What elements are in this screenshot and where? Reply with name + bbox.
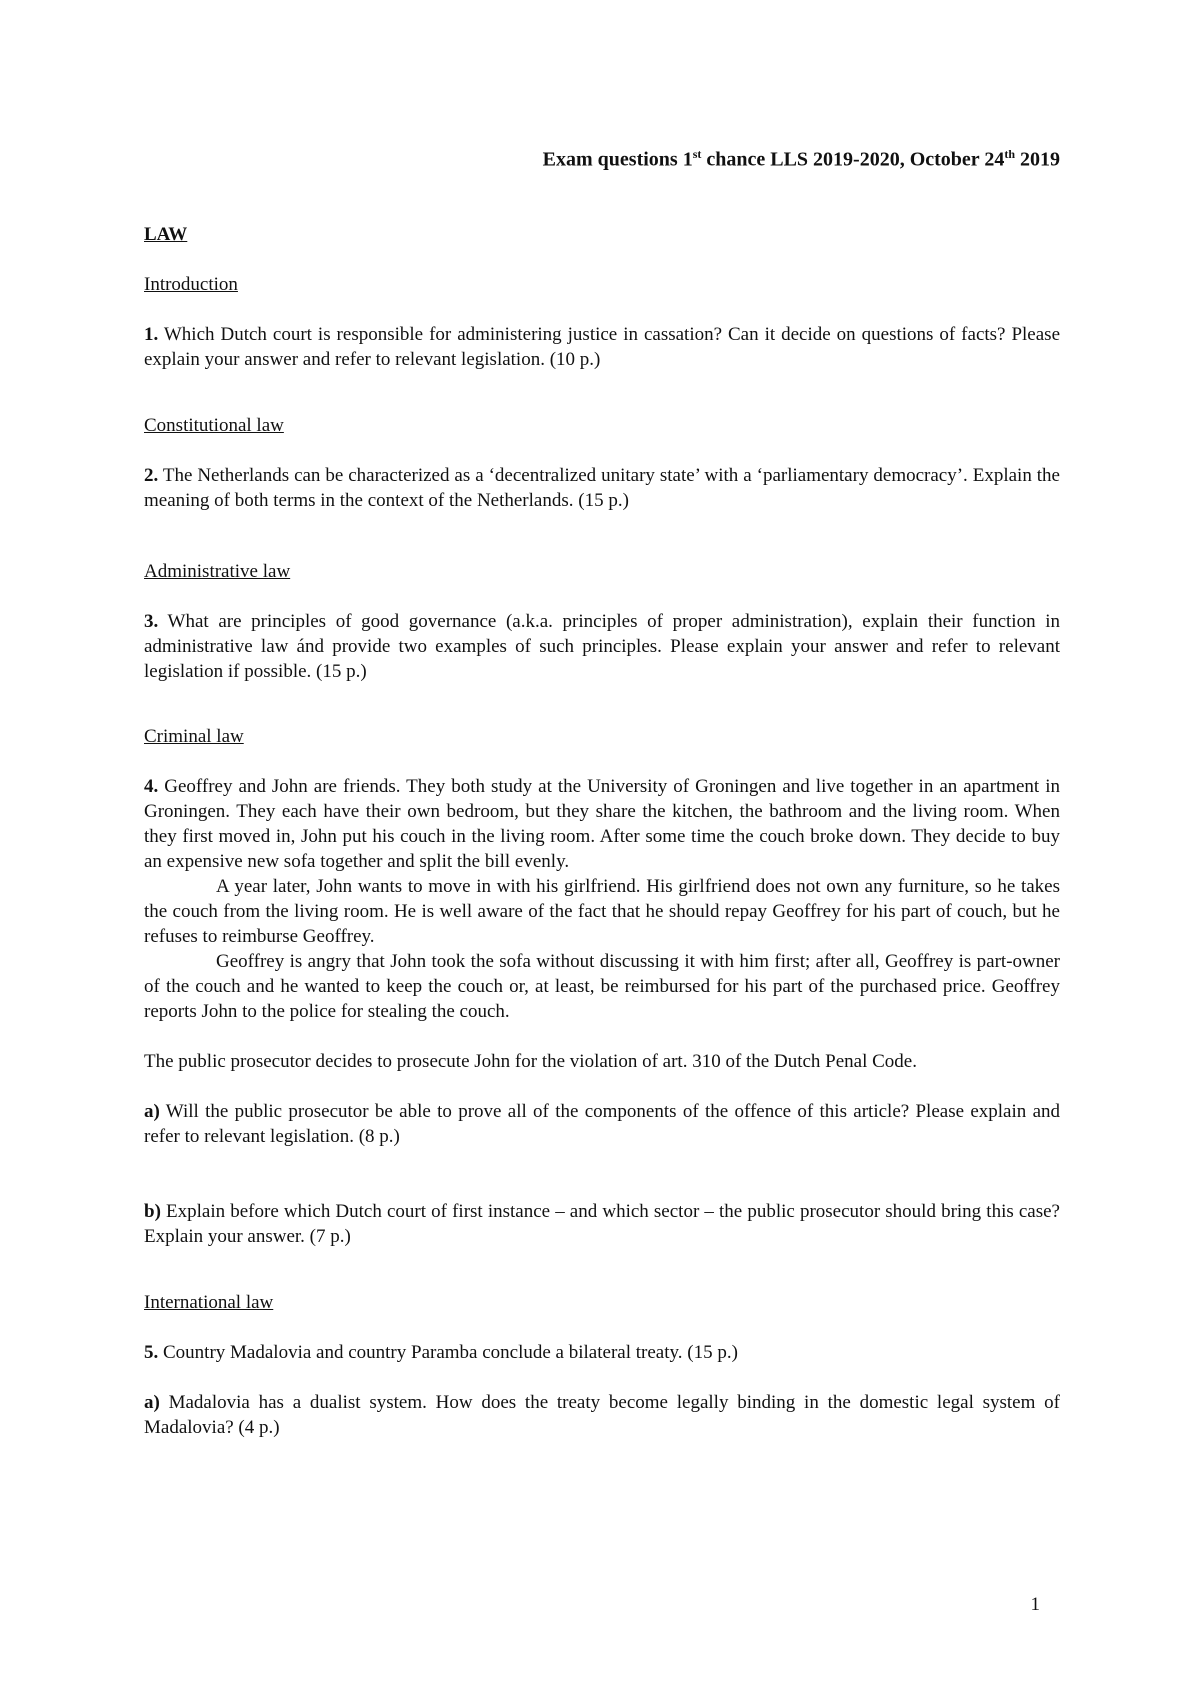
question-5: 5. Country Madalovia and country Paramba conclude a bilateral treaty. (15 p.) xyxy=(144,1342,738,1363)
section-heading: Constitutional law xyxy=(144,415,284,436)
question-4-paragraph-2: A year later, John wants to move in with his girlfriend. His girlfriend does not own any furniture, so he takes the couch from the living room. He is well aware of the fact that he should repay Geoffrey for his part of couch, but he refuses to reimburse Geoffrey. xyxy=(144,876,1060,947)
question-2: 2. The Netherlands can be characterized as a ‘decentralized unitary state’ with a ‘parliamentary democracy’. Explain the meaning of both terms in the context of the Netherlands. (15 p.) xyxy=(144,465,1060,511)
question-5a: a) Madalovia has a dualist system. How does the treaty become legally binding in the domestic legal system of Madalovia? (4 p.) xyxy=(144,1392,1060,1438)
section-heading: International law xyxy=(144,1292,274,1313)
question-1: 1. Which Dutch court is responsible for administering justice in cassation? Can it decide on questions of facts? Please explain your answer and refer to relevant legislation. (10 p.) xyxy=(144,324,1060,370)
document-page xyxy=(144,0,1060,1698)
section-heading: Introduction xyxy=(144,274,238,295)
section-constitutional-law xyxy=(144,413,1060,513)
question-4-paragraph-4: The public prosecutor decides to prosecute John for the violation of art. 310 of the Dutch Penal Code. xyxy=(144,1051,917,1072)
question-4b: b) Explain before which Dutch court of first instance – and which sector – the public prosecutor should bring this case? Explain your answer. (7 p.) xyxy=(144,1201,1060,1247)
section-heading: Criminal law xyxy=(144,726,244,747)
exam-title: Exam questions 1st chance LLS 2019-2020, October 24th 2019 xyxy=(542,147,1060,171)
section-international-law xyxy=(144,1290,1060,1440)
page-number: 1 xyxy=(1030,1594,1040,1615)
section-introduction xyxy=(144,272,1060,372)
section-heading: Administrative law xyxy=(144,561,291,582)
section-criminal-law xyxy=(144,724,1060,1249)
section-administrative-law xyxy=(144,559,1060,684)
question-4-paragraph-1: 4. Geoffrey and John are friends. They both study at the University of Groningen and live together in an apartment in Groningen. They each have their own bedroom, but they share the kitchen, the bathroom and the living room. When they first moved in, John put his couch in the living room. After some time the couch broke down. They decide to buy an expensive new sofa together and split the bill evenly. xyxy=(144,776,1060,872)
law-heading: LAW xyxy=(144,224,188,245)
question-3: 3. What are principles of good governance (a.k.a. principles of proper administration), explain their function in administrative law ánd provide two examples of such principles. Please explain your answer and refer to relevant legislation if possible. (15 p.) xyxy=(144,611,1060,682)
question-4a: a) Will the public prosecutor be able to prove all of the components of the offence of this article? Please explain and refer to relevant legislation. (8 p.) xyxy=(144,1101,1060,1147)
question-4-paragraph-3: Geoffrey is angry that John took the sofa without discussing it with him first; after all, Geoffrey is part-owner of the couch and he wanted to keep the couch or, at least, be reimbursed for his part of the purchased price. Geoffrey reports John to the police for stealing the couch. xyxy=(144,951,1060,1022)
